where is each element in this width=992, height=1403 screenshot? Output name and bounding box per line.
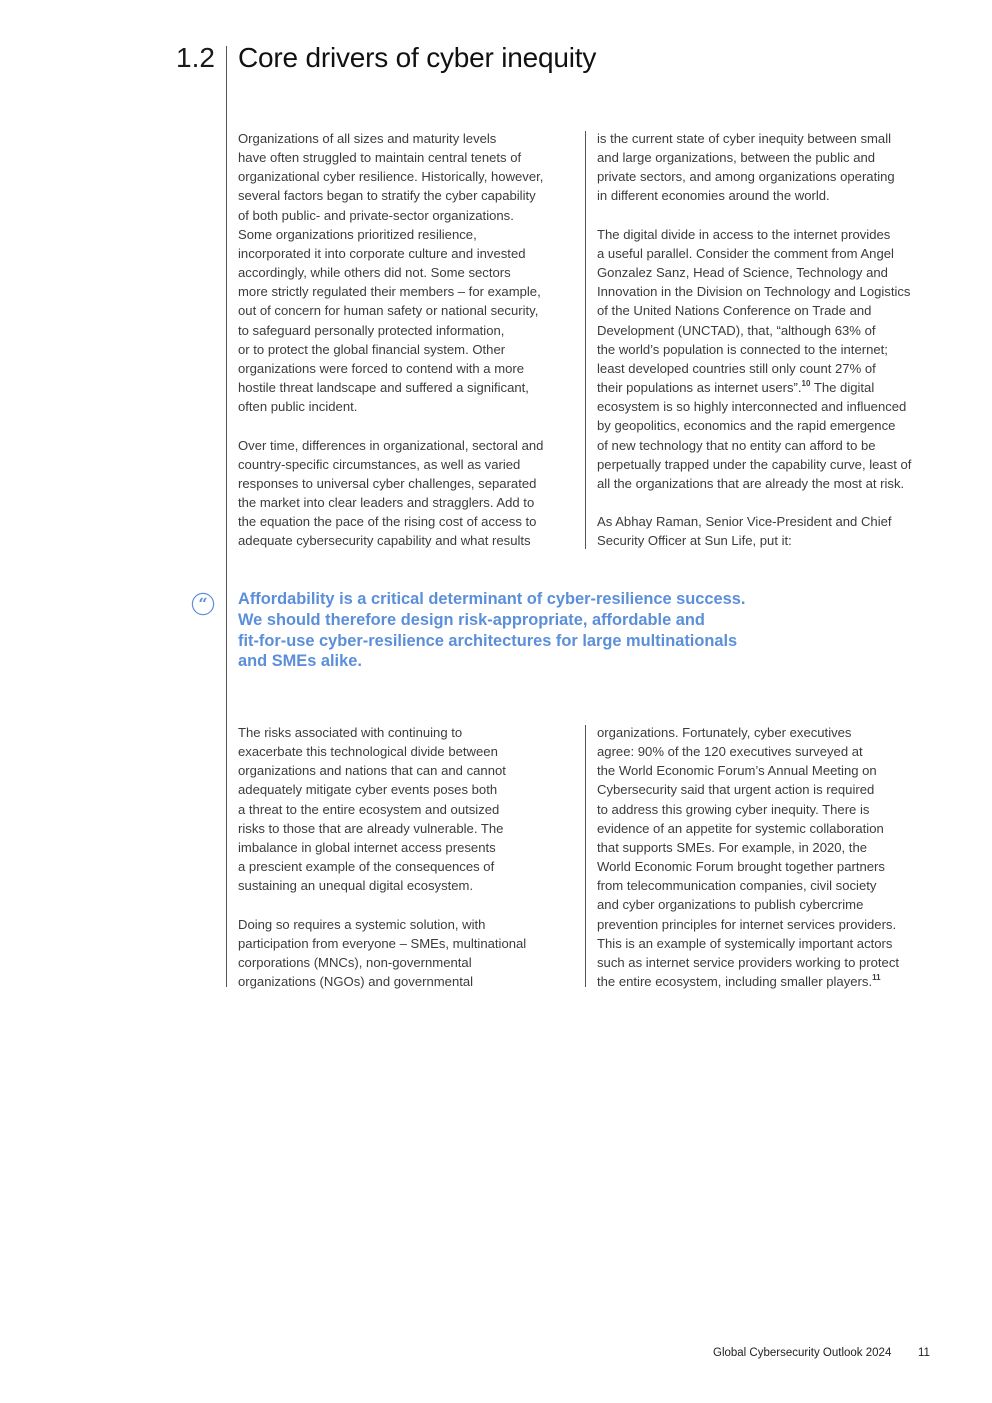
margin-rule xyxy=(226,46,227,987)
body-top-right-text-1: is the current state of cyber inequity between small and large organizations, between the public and private sectors, and among organizations operating in different economies around the world. The digital divide in access to the internet provides a useful parallel. Consider the comment from Angel Gonzalez Sanz, Head of Science, Technology and Innovation in the Division on Technology and Logistics of the United Nations Conference on Trade and Development (UNCTAD), that, “although 63% of the world’s population is connected to the internet; least developed countries still only count 27% of their populations as internet users”. xyxy=(597,131,911,396)
page-number: 11 xyxy=(918,1347,930,1359)
column-divider-top xyxy=(585,131,586,549)
pull-quote: Affordability is a critical determinant of cyber-resilience success. We should therefore design risk-appropriate, affordable and fit-for-use cyber-resilience architectures for large multinationals and SMEs alike. xyxy=(238,590,746,671)
body-top-right-column xyxy=(597,129,942,550)
footnote-ref-11[interactable]: 11 xyxy=(872,973,881,983)
section-title: Core drivers of cyber inequity xyxy=(238,42,597,73)
body-bottom-right-text: organizations. Fortunately, cyber executives agree: 90% of the 120 executives surveyed at the World Economic Forum’s Annual Meeting on Cybersecurity said that urgent action is required to address this growing cyber inequity. There is evidence of an appetite for systemic collaboration that supports SMEs. For example, in 2020, the World Economic Forum brought together partners from telecommunication companies, civil society and cyber organizations to publish cybercrime prevention principles for internet services providers. This is an example of systemically important actors such as internet service providers working to protect the entire ecosystem, including smaller players. xyxy=(597,725,900,990)
section-number: 1.2 xyxy=(176,42,215,73)
body-bottom-left-column: The risks associated with continuing to exacerbate this technological divide between organizations and nations that can and cannot adequately mitigate cyber events poses both a threat to the entire ecosystem and outsized risks to those that are already vulnerable. The imbalance in global internet access presents a prescient example of the consequences of sustaining an unequal digital ecosystem. Doing so requires a systemic solution, with participation from everyone – SMEs, multinational corporations (MNCs), non-governmental organizations (NGOs) and governmental xyxy=(238,725,527,990)
svg-text:“: “ xyxy=(198,594,208,614)
column-divider-bottom xyxy=(585,725,586,987)
body-top-right-text-2: The digital ecosystem is so highly interconnected and influenced by geopolitics, economics and the rapid emergence of new technology that no entity can afford to be perpetually trapped under the capability curve, least of all the organizations that are already the most at risk. As Abhay Raman, Senior Vice-President and Chief Security Officer at Sun Life, put it: xyxy=(597,380,912,549)
footer-title: Global Cybersecurity Outlook 2024 xyxy=(713,1347,892,1359)
footnote-ref-10[interactable]: 10 xyxy=(801,379,811,389)
quote-icon xyxy=(191,592,215,616)
body-bottom-right-column xyxy=(597,723,942,991)
body-top-left-column: Organizations of all sizes and maturity levels have often struggled to maintain central tenets of organizational cyber resilience. Historically, however, several factors began to stratify the cyber capability of both public- and private-sector organizations. Some organizations prioritized resilience, incorporated it into corporate culture and invested accordingly, while others did not. Some sectors more strictly regulated their members – for example, out of concern for human safety or national security, to safeguard personally protected information, or to protect the global financial system. Other organizations were forced to contend with a more hostile threat landscape and suffered a significant, often public incident. Over time, differences in organizational, sectoral and country-specific circumstances, as well as varied responses to universal cyber challenges, separated the market into clear leaders and stragglers. Add to the equation the pace of the rising cost of access to adequate cybersecurity capability and what results xyxy=(238,131,544,549)
